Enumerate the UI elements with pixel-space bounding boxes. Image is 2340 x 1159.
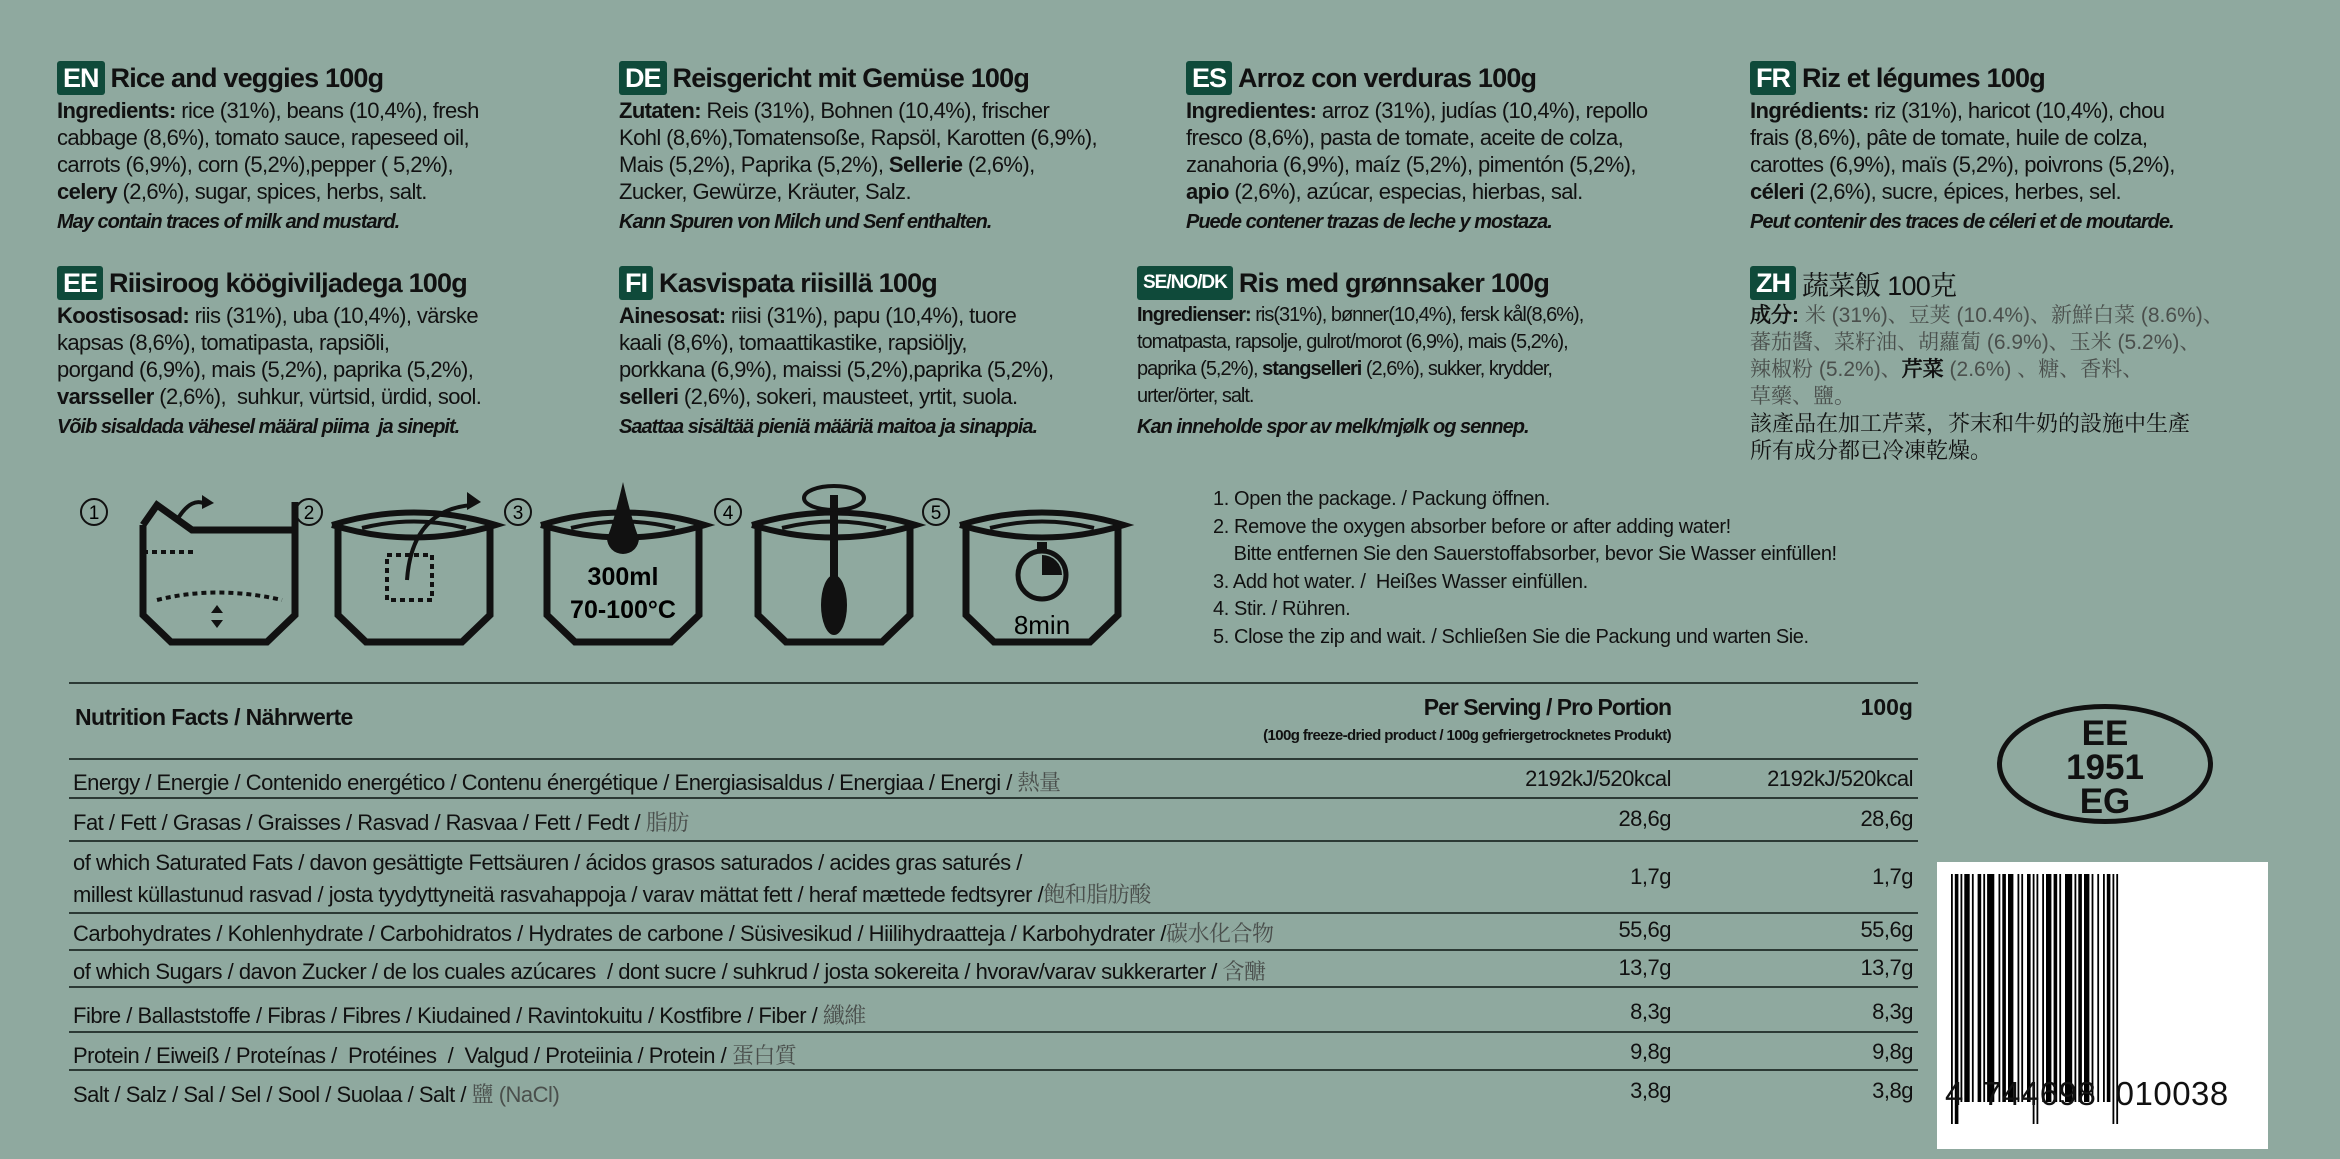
barcode-bar — [2059, 874, 2061, 1102]
allergen-text: Ingredients: — [57, 98, 176, 123]
ingredient-text: tomatpasta, rapsolje, gulrot/morot (6,9%), mais (5,2%), — [1137, 331, 1568, 353]
per-serving-value: 2192kJ/520kcal — [1525, 766, 1671, 791]
barcode-bar — [1999, 874, 2001, 1102]
allergen-text: selleri — [619, 384, 679, 409]
ingredient-text: kapsas (8,6%), tomatipasta, rapsiõli, — [57, 330, 390, 355]
language-title — [619, 265, 1179, 301]
ingredient-text: riis (31%), uba (10,4%), värske — [189, 303, 479, 328]
barcode-bar — [2107, 874, 2111, 1102]
ingredients-fi — [619, 265, 1179, 442]
nutrient-label-zh: 飽和脂肪酸 — [1043, 882, 1151, 907]
nutrient-label-zh: 熱量 — [1017, 770, 1061, 795]
add-water-icon — [541, 482, 705, 642]
per-serving-value: 55,6g — [1618, 917, 1671, 942]
per-100g-value: 28,6g — [1860, 806, 1913, 831]
ingredient-line — [57, 383, 617, 410]
allergen-text: Sellerie — [888, 152, 963, 177]
nutrient-label: of which Sugars / davon Zucker / de los cuales azúcares / dont sucre / suhkrud / josta sokereita / hvorav/varav sukkerarter / 含醣 — [73, 959, 1266, 984]
ingredients-ee — [57, 265, 617, 442]
allergen-warning: Saattaa sisältää pieniä määriä maitoa ja sinappia. — [619, 416, 1037, 438]
allergen-text: Koostisosad: — [57, 303, 190, 328]
ingredient-line — [619, 329, 1179, 356]
language-title — [619, 60, 1179, 96]
barcode-bar — [2021, 874, 2023, 1102]
health-mark-suffix: EG — [2079, 782, 2131, 821]
step-text: 5. Close the zip and wait. / Schließen Sie die Packung und warten Sie. — [1213, 625, 1809, 648]
ingredient-line — [57, 151, 617, 178]
ingredient-text: urter/örter, salt. — [1137, 385, 1254, 407]
allergen-text: 芹菜 — [1901, 358, 1944, 381]
language-title — [1750, 60, 2310, 96]
ingredient-text: 蕃茄醬、菜籽油、胡蘿蔔 (6.9%)、玉米 (5.2%)、 — [1750, 331, 2201, 354]
barcode-bar — [1961, 874, 1963, 1102]
ingredient-text: Mais (5,2%), Paprika (5,2%), — [619, 152, 889, 177]
allergen-text: varsseller — [57, 384, 154, 409]
ingredient-text: 辣椒粉 (5.2%)、 — [1750, 358, 1902, 381]
language-title — [57, 265, 617, 301]
water-amount: 300ml — [587, 563, 659, 591]
allergen-note: 所有成分都已冷凍乾燥。 — [1750, 438, 1993, 463]
ingredients-zh — [1750, 265, 2310, 464]
allergen-warning: Peut contenir des traces de céleri et de moutarde. — [1750, 211, 2174, 233]
allergen-text: celery — [57, 179, 118, 204]
barcode-bar — [1964, 874, 1969, 1102]
step-number-2 — [296, 499, 322, 525]
wait-time: 8min — [1013, 610, 1071, 640]
ingredient-line — [1137, 356, 1757, 383]
ingredient-line — [619, 302, 1179, 329]
health-mark — [1997, 704, 2213, 824]
nutrient-label: Fat / Fett / Grasas / Graisses / Rasvad / Rasvaa / Fett / Fedt / 脂肪 — [73, 810, 689, 835]
per-serving-value: 13,7g — [1618, 955, 1671, 980]
ingredient-text: porgand (6,9%), mais (5,2%), paprika (5,2%), — [57, 357, 474, 382]
nutrient-label-zh: 纖維 — [822, 1003, 866, 1028]
ingredient-line — [1750, 178, 2310, 205]
ingredient-line — [57, 97, 617, 124]
ingredient-line — [619, 151, 1179, 178]
open-bag-icon — [143, 495, 295, 642]
language-badge: ES — [1186, 61, 1232, 95]
stir-icon — [752, 486, 916, 642]
ingredient-line — [1750, 329, 2310, 356]
ingredient-text: rice (31%), beans (10,4%), fresh — [175, 98, 479, 123]
language-badge: EN — [57, 61, 105, 95]
barcode-bar — [2018, 874, 2020, 1102]
per-100g-value: 1,7g — [1872, 864, 1913, 889]
allergen-text: Ingrédients: — [1750, 98, 1869, 123]
nutrient-label: Energy / Energie / Contenido energético / Contenu énergétique / Energiasisaldus / Energiaa / Energi / 熱量 — [73, 770, 1061, 795]
ingredient-line — [1186, 97, 1746, 124]
per-serving-value: 9,8g — [1630, 1039, 1671, 1064]
ingredient-text: (2,6%), sukker, krydder, — [1361, 358, 1552, 380]
allergen-text: apio — [1186, 179, 1229, 204]
barcode-bar — [1978, 874, 1982, 1102]
ingredients-se-no-dk — [1137, 265, 1757, 442]
per-100g-value: 55,6g — [1860, 917, 1913, 942]
language-badge: EE — [57, 266, 103, 300]
barcode-bar — [2042, 874, 2044, 1102]
ingredient-line — [1750, 383, 2310, 410]
ingredient-line — [1186, 124, 1746, 151]
row-divider — [69, 758, 1918, 760]
allergen-text: Ingredienser: — [1137, 304, 1251, 326]
per-100g-header: 100g — [1860, 694, 1913, 720]
ingredients-es — [1186, 60, 1746, 237]
row-divider — [69, 797, 1918, 799]
ingredient-line — [1137, 302, 1757, 329]
barcode-bar — [2097, 874, 2099, 1102]
ingredient-text: riz (31%), haricot (10,4%), chou — [1868, 98, 2165, 123]
ingredient-line — [57, 178, 617, 205]
barcode-number: 4 744698 010038 — [1945, 1075, 2229, 1112]
language-title — [1137, 265, 1757, 301]
allergen-text: Ainesosat: — [619, 303, 726, 328]
per-100g-value: 13,7g — [1860, 955, 1913, 980]
product-name: Reisgericht mit Gemüse 100g — [672, 62, 1030, 93]
barcode-bar — [1987, 874, 1994, 1102]
row-divider — [69, 912, 1918, 914]
language-badge: DE — [619, 61, 667, 95]
step-text: 3. Add hot water. / Heißes Wasser einfüllen. — [1213, 570, 1588, 593]
svg-text:3: 3 — [512, 503, 524, 524]
barcode-bar — [2027, 874, 2031, 1102]
svg-text:2: 2 — [303, 503, 315, 524]
allergen-warning: Võib sisaldada vähesel määral piima ja sinepit. — [57, 416, 460, 438]
product-name: 蔬菜飯 100克 — [1802, 270, 1957, 301]
ingredient-line — [1750, 97, 2310, 124]
ingredient-line — [619, 383, 1179, 410]
ingredient-line — [57, 356, 617, 383]
language-badge: FI — [619, 266, 653, 300]
ingredient-text: carrots (6,9%), corn (5,2%),pepper ( 5,2%), — [57, 152, 454, 177]
product-name: Arroz con verduras 100g — [1238, 62, 1537, 93]
ingredient-line — [1750, 356, 2310, 383]
ingredient-text: paprika (5,2%), — [1137, 358, 1263, 380]
product-name: Kasvispata riisillä 100g — [659, 267, 937, 298]
nutrient-label: of which Saturated Fats / davon gesättigte Fettsäuren / ácidos grasos saturados / acides gras saturés / — [73, 850, 1022, 875]
per-100g-value: 3,8g — [1872, 1078, 1913, 1103]
allergen-text: Ingredientes: — [1186, 98, 1317, 123]
ingredient-text: carottes (6,9%), maïs (5,2%), poivrons (5,2%), — [1750, 152, 2175, 177]
ingredient-line — [619, 124, 1179, 151]
ingredient-line — [57, 302, 617, 329]
step-number-4 — [715, 499, 741, 525]
ingredient-text: Reis (31%), Bohnen (10,4%), frischer — [700, 98, 1050, 123]
product-name: Riisiroog köögiviljadega 100g — [109, 267, 467, 298]
nutrient-label-zh: 碳水化合物 — [1165, 921, 1274, 946]
nutrient-label-zh: 蛋白質 — [731, 1043, 797, 1068]
step-text: 2. Remove the oxygen absorber before or after adding water! — [1213, 515, 1731, 538]
barcode-bar — [2092, 874, 2094, 1102]
ingredient-text: (2,6%), azúcar, especias, hierbas, sal. — [1228, 179, 1583, 204]
product-name: Ris med grønnsaker 100g — [1238, 267, 1550, 298]
allergen-warning: Kann Spuren von Milch und Senf enthalten. — [619, 211, 992, 233]
ingredient-text: (2,6%), — [962, 152, 1035, 177]
ingredient-line — [619, 356, 1179, 383]
ingredient-text: Zucker, Gewürze, Kräuter, Salz. — [619, 179, 911, 204]
barcode-bar — [2008, 874, 2013, 1102]
language-title — [1750, 265, 2310, 301]
water-temperature: 70-100°C — [570, 596, 676, 624]
per-100g-value: 9,8g — [1872, 1039, 1913, 1064]
nutrient-label: Salt / Salz / Sal / Sel / Sool / Suolaa / Salt / 鹽 (NaCl) — [73, 1082, 560, 1107]
barcode-bar — [2065, 874, 2072, 1102]
ingredient-line — [1186, 178, 1746, 205]
per-serving-subheader: (100g freeze-dried product / 100g gefriergetrocknetes Produkt) — [1263, 727, 1671, 744]
nutrient-label: millest küllastunud rasvad / josta tyydyttyneitä rasvahappoja / varav mättat fett / heraf mættede fedtsyrer /飽和脂肪酸 — [73, 882, 1151, 907]
barcode-bar — [1983, 874, 1985, 1102]
ingredient-text: riisi (31%), papu (10,4%), tuore — [725, 303, 1017, 328]
ingredient-text: zanahoria (6,9%), maíz (5,2%), pimentón (5,2%), — [1186, 152, 1636, 177]
allergen-note: 該產品在加工芹菜，芥末和牛奶的設施中生產 — [1750, 411, 2191, 436]
svg-text:1: 1 — [88, 503, 100, 524]
step-text: Bitte entfernen Sie den Sauerstoffabsorber, bevor Sie Wasser einfüllen! — [1213, 543, 1837, 565]
ingredient-text: arroz (31%), judías (10,4%), repollo — [1316, 98, 1648, 123]
ingredient-text: (2,6%), sucre, épices, herbes, sel. — [1803, 179, 2122, 204]
ingredient-text: porkkana (6,9%), maissi (5,2%),paprika (5,2%), — [619, 357, 1054, 382]
nutrition-title: Nutrition Facts / Nährwerte — [75, 704, 353, 730]
ingredient-line — [1186, 151, 1746, 178]
barcode-bar — [2002, 874, 2006, 1102]
ingredient-text: 草藥、鹽。 — [1750, 385, 1855, 408]
allergen-warning: May contain traces of milk and mustard. — [57, 211, 400, 233]
ingredient-text: cabbage (8,6%), tomato sauce, rapeseed oil, — [57, 125, 470, 150]
barcode-bar — [2084, 874, 2089, 1102]
ingredient-line — [1750, 151, 2310, 178]
ingredient-text: kaali (8,6%), tomaattikastike, rapsiöljy, — [619, 330, 967, 355]
language-badge: SE/NO/DK — [1137, 266, 1233, 300]
nutrient-label: Fibre / Ballaststoffe / Fibras / Fibres / Kiudained / Ravintokuitu / Kostfibre / Fiber / 纖維 — [73, 1003, 866, 1028]
ingredient-text: frais (8,6%), pâte de tomate, huile de colza, — [1750, 125, 2148, 150]
language-title — [57, 60, 617, 96]
ingredients-en — [57, 60, 617, 237]
step-text: 4. Stir. / Rühren. — [1213, 598, 1351, 620]
ingredient-line — [619, 97, 1179, 124]
nutrient-label-zh: 含醣 — [1222, 959, 1266, 984]
allergen-warning: Kan inneholde spor av melk/mjølk og sennep. — [1137, 416, 1529, 438]
product-name: Riz et légumes 100g — [1802, 62, 2045, 93]
health-mark-number: 1951 — [2066, 748, 2144, 787]
nutrient-label-zh: 鹽 (NaCl) — [471, 1082, 560, 1107]
per-serving-value: 3,8g — [1630, 1078, 1671, 1103]
ingredient-text: Kohl (8,6%),Tomatensoße, Rapsöl, Karotten (6,9%), — [619, 125, 1098, 150]
per-serving-value: 1,7g — [1630, 864, 1671, 889]
ingredients-fr — [1750, 60, 2310, 237]
row-divider — [69, 986, 1918, 988]
ingredient-text: 米 (31%)、豆荚 (10.4%)、新鮮白菜 (8.6%)、 — [1799, 304, 2224, 327]
preparation-steps — [1213, 486, 1837, 651]
barcode-bar — [2054, 874, 2058, 1102]
step-number-5 — [923, 499, 949, 525]
ingredients-de — [619, 60, 1179, 237]
barcode-bar — [1972, 874, 1974, 1102]
ingredient-text: (2,6%), suhkur, vürtsid, ürdid, sool. — [153, 384, 482, 409]
nutrient-label-zh: 脂肪 — [645, 810, 689, 835]
svg-text:5: 5 — [930, 503, 942, 524]
barcode-bar — [2046, 874, 2051, 1102]
allergen-text: Zutaten: — [619, 98, 701, 123]
language-badge: FR — [1750, 61, 1796, 95]
barcode — [1937, 862, 2268, 1149]
per-100g-value: 8,3g — [1872, 999, 1913, 1024]
ingredient-text: fresco (8,6%), pasta de tomate, aceite de colza, — [1186, 125, 1624, 150]
per-serving-header: Per Serving / Pro Portion — [1423, 694, 1671, 720]
ingredient-line — [1137, 329, 1757, 356]
ingredient-text: (2.6%) 、糖、香料、 — [1943, 358, 2144, 381]
step-number-1 — [81, 499, 107, 525]
ingredient-text: ris(31%), bønner(10,4%), fersk kål(8,6%), — [1250, 304, 1584, 326]
nutrient-label: Carbohydrates / Kohlenhydrate / Carbohidratos / Hydrates de carbone / Süsivesikud / Hiilihydraatteja / Karbohydrater /碳水化合物 — [73, 921, 1274, 946]
ingredient-line — [1750, 124, 2310, 151]
language-title — [1186, 60, 1746, 96]
ingredient-line — [57, 329, 617, 356]
preparation-icons — [60, 470, 1240, 670]
nutrient-label: Protein / Eiweiß / Proteínas / Protéines / Valgud / Proteiinia / Protein / 蛋白質 — [73, 1043, 797, 1068]
ingredient-text: (2,6%), sokeri, mausteet, yrtit, suola. — [678, 384, 1018, 409]
ingredient-line — [1750, 302, 2310, 329]
barcode-bar — [2103, 874, 2105, 1102]
remove-absorber-icon — [332, 492, 496, 642]
allergen-warning: Puede contener trazas de leche y mostaza. — [1186, 211, 1552, 233]
ingredient-line — [57, 124, 617, 151]
per-100g-value: 2192kJ/520kcal — [1767, 766, 1913, 791]
allergen-text: stangselleri — [1262, 358, 1362, 380]
per-serving-value: 8,3g — [1630, 999, 1671, 1024]
ingredient-line — [1137, 383, 1757, 410]
row-divider — [69, 1031, 1918, 1033]
barcode-bar — [2075, 874, 2077, 1102]
allergen-text: céleri — [1750, 179, 1804, 204]
step-text: 1. Open the package. / Packung öffnen. — [1213, 488, 1550, 510]
barcode-bar — [2078, 874, 2082, 1102]
svg-text:4: 4 — [722, 503, 734, 524]
timer-icon — [960, 513, 1124, 643]
product-name: Rice and veggies 100g — [110, 62, 384, 93]
per-serving-value: 28,6g — [1618, 806, 1671, 831]
allergen-text: 成分: — [1750, 304, 1799, 327]
row-divider — [69, 949, 1918, 951]
ingredient-line — [619, 178, 1179, 205]
health-mark-country: EE — [2081, 714, 2129, 753]
row-divider — [69, 840, 1918, 842]
step-number-3 — [505, 499, 531, 525]
ingredient-text: (2,6%), sugar, spices, herbs, salt. — [117, 179, 427, 204]
language-badge: ZH — [1750, 266, 1796, 300]
